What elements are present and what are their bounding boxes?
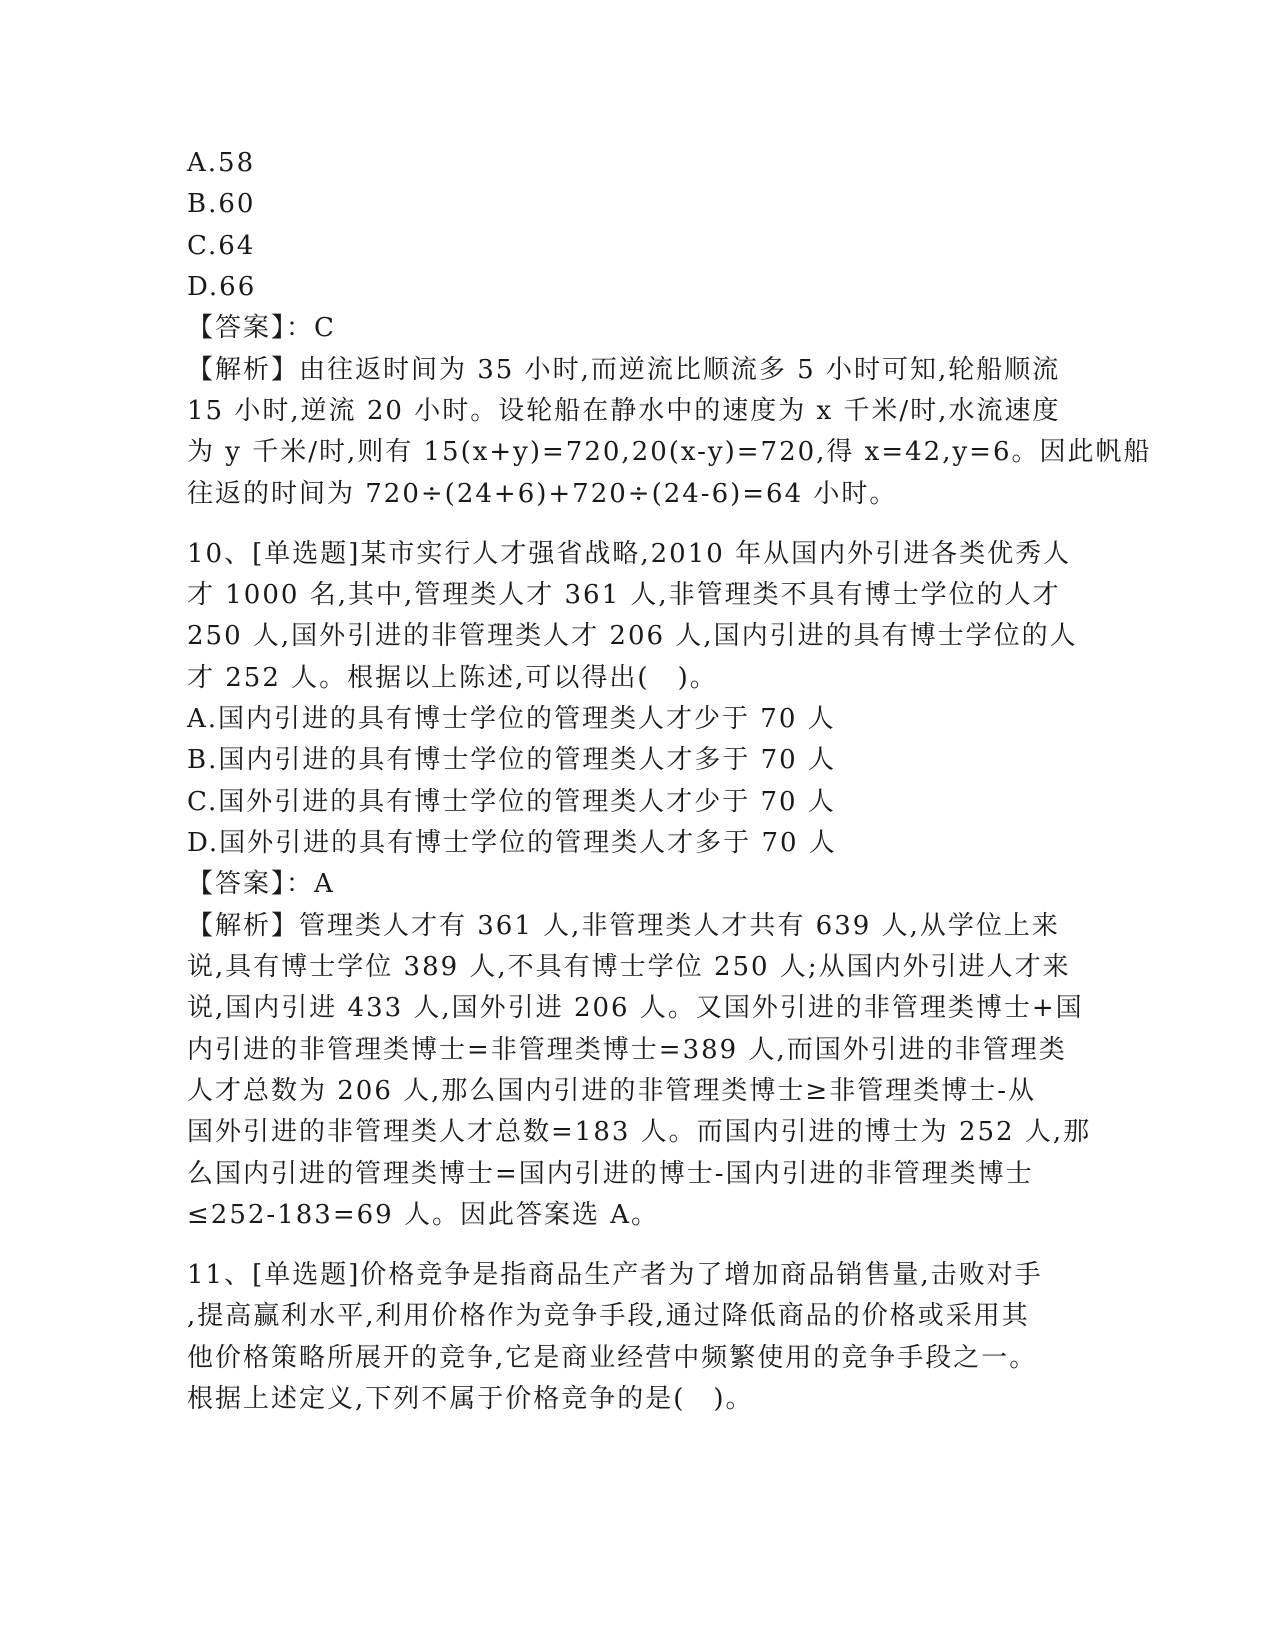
q10-stem-line: 才 1000 名,其中,管理类人才 361 人,非管理类不具有博士学位的人才 (187, 580, 1061, 610)
q10-option-c: C.国外引进的具有博士学位的管理类人才少于 70 人 (187, 787, 836, 817)
q10-stem-line: 才 252 人。根据以上陈述,可以得出( )。 (187, 663, 718, 693)
q10-option-b: B.国内引进的具有博士学位的管理类人才多于 70 人 (187, 745, 836, 775)
q11-stem-line: 根据上述定义,下列不属于价格竞争的是( )。 (187, 1384, 754, 1414)
q10-analysis-line: 么国内引进的管理类博士=国内引进的博士-国内引进的非管理类博士 (187, 1159, 1034, 1189)
q9-option-b: B.60 (187, 189, 256, 219)
q10-analysis-line: 【解析】管理类人才有 361 人,非管理类人才共有 639 人,从学位上来 (187, 911, 1060, 941)
q10-analysis-line: 内引进的非管理类博士=非管理类博士=389 人,而国外引进的非管理类 (187, 1035, 1067, 1065)
q9-analysis-line: 15 小时,逆流 20 小时。设轮船在静水中的速度为 x 千米/时,水流速度 (187, 396, 1061, 426)
q10-option-a: A.国内引进的具有博士学位的管理类人才少于 70 人 (187, 704, 836, 734)
q11-stem-line: 11、[单选题]价格竞争是指商品生产者为了增加商品销售量,击败对手 (187, 1260, 1043, 1290)
q10-stem-line: 10、[单选题]某市实行人才强省战略,2010 年从国内外引进各类优秀人 (187, 539, 1072, 569)
q9-analysis-line: 往返的时间为 720÷(24+6)+720÷(24-6)=64 小时。 (187, 479, 898, 509)
q9-option-d: D.66 (187, 272, 257, 302)
q10-stem-line: 250 人,国外引进的非管理类人才 206 人,国内引进的具有博士学位的人 (187, 621, 1078, 651)
q10-analysis-line: 说,国内引进 433 人,国外引进 206 人。又国外引进的非管理类博士+国 (187, 993, 1084, 1023)
q10-analysis-line: 国外引进的非管理类人才总数=183 人。而国内引进的博士为 252 人,那 (187, 1117, 1092, 1147)
q9-answer: 【答案】：C (187, 313, 336, 343)
q9-option-a: A.58 (187, 148, 256, 178)
q10-analysis-line: ≤252-183=69 人。因此答案选 A。 (187, 1200, 659, 1230)
q11-stem-line: ,提高赢利水平,利用价格作为竞争手段,通过降低商品的价格或采用其 (187, 1301, 1030, 1331)
q10-analysis-line: 人才总数为 206 人,那么国内引进的非管理类博士≥非管理类博士-从 (187, 1076, 1036, 1106)
q11-stem-line: 他价格策略所展开的竞争,它是商业经营中频繁使用的竞争手段之一。 (187, 1343, 1038, 1373)
q9-option-c: C.64 (187, 231, 256, 261)
q9-analysis-line: 【解析】由往返时间为 35 小时,而逆流比顺流多 5 小时可知,轮船顺流 (187, 355, 1061, 385)
q10-analysis-line: 说,具有博士学位 389 人,不具有博士学位 250 人;从国内外引进人才来 (187, 952, 1071, 982)
q9-analysis-line: 为 y 千米/时,则有 15(x+y)=720,20(x-y)=720,得 x=42,y=6。因此帆船 (187, 437, 1152, 467)
q10-option-d: D.国外引进的具有博士学位的管理类人才多于 70 人 (187, 828, 837, 858)
q10-answer: 【答案】：A (187, 869, 335, 899)
